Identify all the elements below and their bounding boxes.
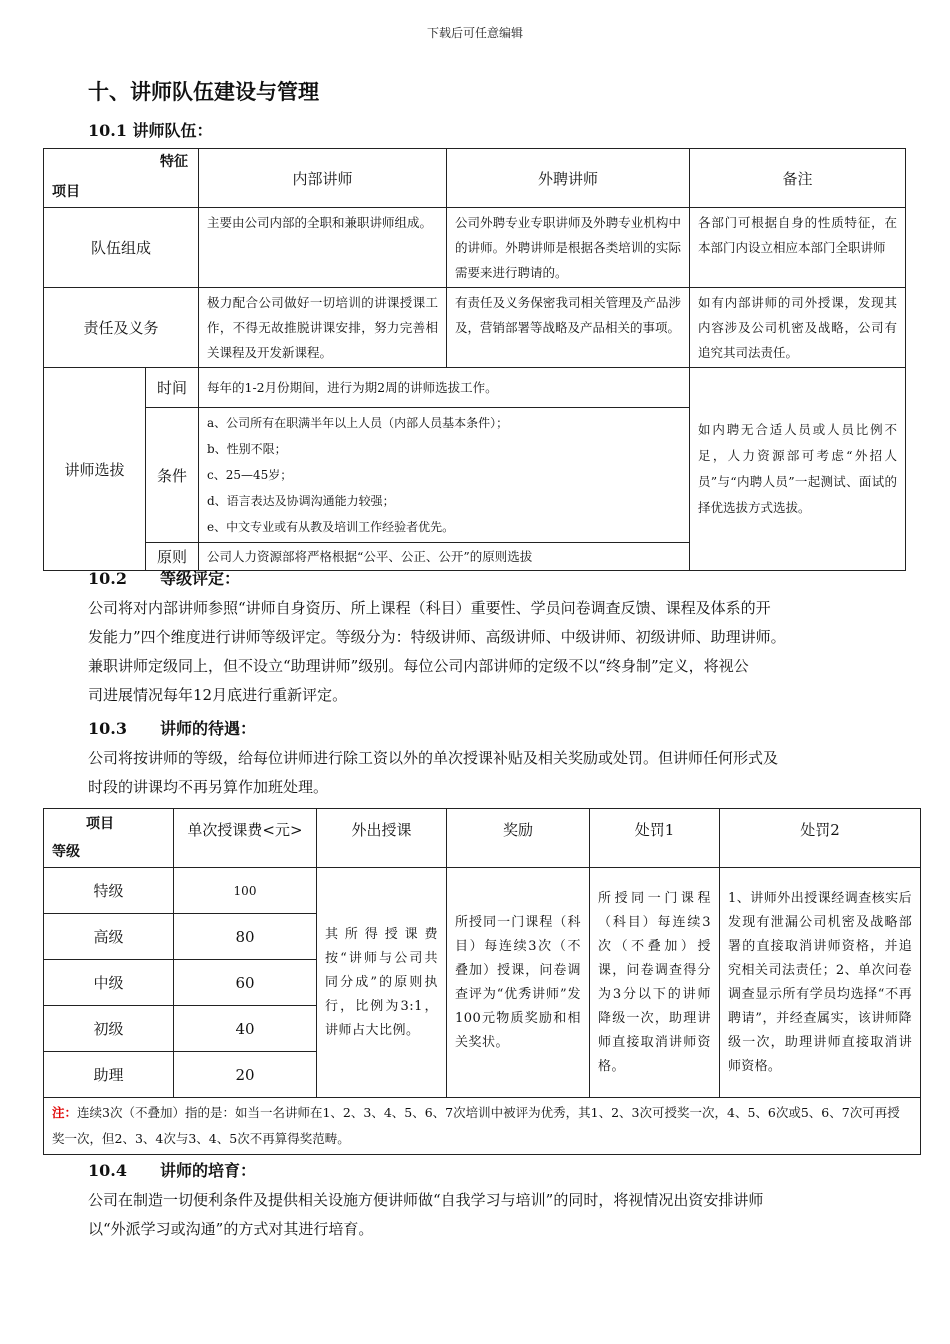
col-header-fee: 单次授课费<元> [174, 809, 317, 868]
selection-note: 如内聘无合适人员或人员比例不足，人力资源部可考虑“外招人员”与“内聘人员”一起测试、面试的择优选拔方式选拔。 [690, 368, 906, 571]
treatment-paragraph [88, 744, 868, 802]
condition-item: e、中文专业或有从教及培训工作经验者优先。 [207, 520, 455, 534]
table-corner-cell [44, 149, 199, 208]
cell-composition-internal: 主要由公司内部的全职和兼职讲师组成。 [199, 208, 447, 288]
condition-item: b、性别不限； [207, 442, 287, 456]
lecturer-team-table [43, 148, 906, 571]
section-title: 讲师的待遇： [160, 719, 257, 738]
row-label-selection: 讲师选拔 [44, 368, 146, 571]
corner-item-label: 项目 [52, 184, 80, 200]
footnote-text: 连续3次（不叠加）指的是：如当一名讲师在1、2、3、4、5、6、7次培训中被评为优秀，其1、2、3次可授奖一次，4、5、6次或5、6、7次可再授奖一次，但2、3、4次与3、4、5次不再算得奖范畴。 [52, 1105, 900, 1146]
corner-item-label: 项目 [86, 816, 114, 832]
paragraph-line: 发能力”四个维度进行讲师等级评定。等级分为：特级讲师、高级讲师、中级讲师、初级讲师、助理讲师。 [88, 628, 786, 646]
col-header-note: 备注 [690, 149, 906, 208]
col-header-penalty2: 处罚2 [720, 809, 921, 868]
condition-item: d、语言表达及协调沟通能力较强； [207, 494, 395, 508]
table-footnote [44, 1098, 921, 1155]
footnote-label: 注： [52, 1105, 78, 1120]
col-header-external: 外聘讲师 [447, 149, 690, 208]
condition-item: a、公司所有在职满半年以上人员（内部人员基本条件）； [207, 416, 509, 430]
section-heading-10-2 [88, 566, 240, 589]
page-header: 下载后可任意编辑 [426, 26, 523, 40]
level-fee: 60 [174, 960, 317, 1006]
paragraph-line: 时段的讲课均不再另算作加班处理。 [88, 778, 329, 796]
level-name: 中级 [44, 960, 174, 1006]
level-fee: 40 [174, 1006, 317, 1052]
penalty1-text: 所授同一门课程（科目）每连续3次（不叠加）授课，问卷调查得分为3分以下的讲师降级一次，助理讲师直接取消讲师资格。 [590, 868, 720, 1098]
section-title: 讲师的培育： [160, 1161, 257, 1180]
selection-condition-label: 条件 [146, 408, 199, 543]
level-name: 初级 [44, 1006, 174, 1052]
paragraph-line: 公司将按讲师的等级，给每位讲师进行除工资以外的单次授课补贴及相关奖励或处罚。但讲师任何形式及 [88, 749, 779, 767]
section-heading-10-3 [88, 716, 256, 739]
cell-composition-external: 公司外聘专业专职讲师及外聘专业机构中的讲师。外聘讲师是根据各类培训的实际需要来进行聘请的。 [447, 208, 690, 288]
condition-item: c、25—45岁； [207, 468, 293, 482]
outside-teaching-text: 其所得授课费按“讲师与公司共同分成”的原则执行，比例为3:1，讲师占大比例。 [317, 868, 447, 1098]
row-label-composition: 队伍组成 [44, 208, 199, 288]
level-fee: 20 [174, 1052, 317, 1098]
row-label-duties: 责任及义务 [44, 288, 199, 368]
paragraph-line: 兼职讲师定级同上，但不设立“助理讲师”级别。每位公司内部讲师的定级不以“终身制”定义，将视公 [88, 657, 749, 675]
section-heading-10-1: 10.1 讲师队伍： [88, 121, 213, 140]
cell-duties-external: 有责任及义务保密我司相关管理及产品涉及，营销部署等战略及产品相关的事项。 [447, 288, 690, 368]
penalty2-text: 1、讲师外出授课经调查核实后发现有泄漏公司机密及战略部署的直接取消讲师资格，并追究相关司法责任；2、单次问卷调查显示所有学员均选择“不再聘请”，并经查属实，该讲师降级一次，助理讲师直接取消讲师资格。 [720, 868, 921, 1098]
page-title: 十、讲师队伍建设与管理 [88, 79, 319, 104]
cell-duties-internal: 极力配合公司做好一切培训的讲课授课工作，不得无故推脱讲课安排，努力完善相关课程及开发新课程。 [199, 288, 447, 368]
corner-level-label: 等级 [52, 844, 80, 860]
reward-text: 所授同一门课程（科目）每连续3次（不叠加）授课，问卷调查评为“优秀讲师”发100元物质奖励和相关奖状。 [447, 868, 590, 1098]
corner-feature-label: 特征 [160, 154, 188, 170]
section-heading-10-4 [88, 1158, 256, 1181]
level-fee: 80 [174, 914, 317, 960]
level-fee: 100 [174, 868, 317, 914]
col-header-internal: 内部讲师 [199, 149, 447, 208]
col-header-penalty1: 处罚1 [590, 809, 720, 868]
cell-duties-note: 如有内部讲师的司外授课，发现其内容涉及公司机密及战略，公司有追究其司法责任。 [690, 288, 906, 368]
paragraph-line: 公司将对内部讲师参照“讲师自身资历、所上课程（科目）重要性、学员问卷调查反馈、课程及体系的开 [88, 599, 771, 617]
lecturer-treatment-table [43, 808, 921, 1155]
section-number: 10.2 [88, 569, 127, 588]
paragraph-line: 以“外派学习或沟通”的方式对其进行培育。 [88, 1220, 374, 1238]
section-title: 等级评定： [160, 569, 241, 588]
selection-time-label: 时间 [146, 368, 199, 408]
selection-time-text: 每年的1-2月份期间，进行为期2周的讲师选拔工作。 [199, 368, 690, 408]
table-corner-cell [44, 809, 174, 868]
level-name: 助理 [44, 1052, 174, 1098]
cell-composition-note: 各部门可根据自身的性质特征，在本部门内设立相应本部门全职讲师 [690, 208, 906, 288]
grading-paragraph [88, 594, 868, 710]
selection-conditions [199, 408, 690, 543]
col-header-outside: 外出授课 [317, 809, 447, 868]
section-number: 10.4 [88, 1161, 127, 1180]
paragraph-line: 公司在制造一切便利条件及提供相关设施方便讲师做“自我学习与培训”的同时，将视情况出资安排讲师 [88, 1191, 764, 1209]
paragraph-line: 司进展情况每年12月底进行重新评定。 [88, 686, 348, 704]
col-header-reward: 奖励 [447, 809, 590, 868]
section-number: 10.3 [88, 719, 127, 738]
selection-principle-label: 原则 [146, 543, 199, 571]
level-name: 特级 [44, 868, 174, 914]
level-name: 高级 [44, 914, 174, 960]
selection-principle-text: 公司人力资源部将严格根据“公平、公正、公开”的原则选拔 [199, 543, 690, 571]
training-paragraph [88, 1186, 868, 1244]
